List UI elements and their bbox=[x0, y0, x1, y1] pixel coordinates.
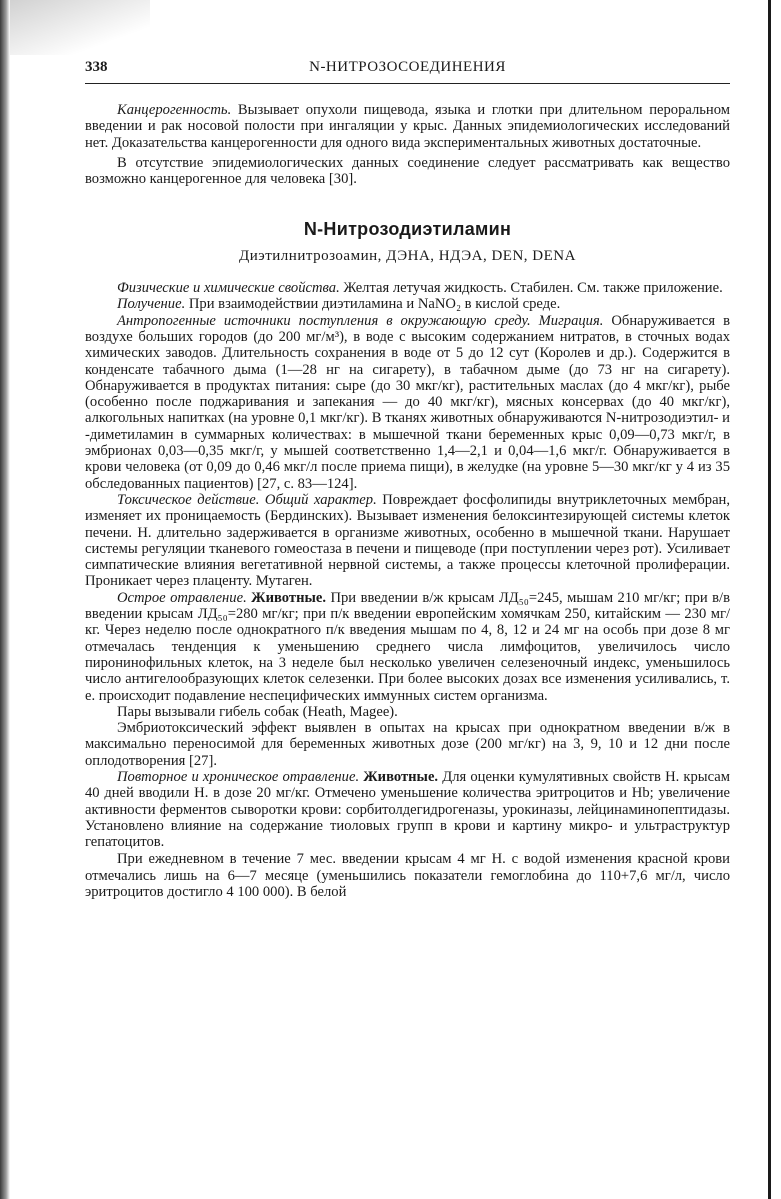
page-body bbox=[85, 102, 730, 900]
scan-edge-left bbox=[0, 0, 10, 1199]
sources-text: Обнаруживается в воздухе больших городов (до 200 мг/м³), в воде с высоким содержанием нитратов, в сточных водах химических заводов. Длительность сохранения в воде от 5 до 12 сут (Королев и др.). Содержится в конденсате табачного дыма (1—28 нг на сигарету), в табачном дыме (до 73 нг на сигарету). Обнаруживается в продуктах питания: сыре (до 30 мкг/кг), растительных маслах (до 4 мкг/кг), рыбе (особенно после поджаривания и запекания — до 40 мкг/кг), мясных консервах (до 40 мкг/кг), алкогольных напитках (на уровне 0,1 мкг/кг). В тканях животных обнаруживаются N-нитрозодиэтил- и -диметиламин в суммарных количествах: в мышечной ткани беременных крыс 0,09—0,73 мкг/г, в эмбрионах 0,03—0,35 мкг/г, у мышей соответственно 1,4—2,1 и 0,04—1,6 мкг/г. Обнаруживается в крови человека (от 0,09 до 0,46 мкг/л после приема пищи), в желудке (на уровне 5—30 мкг/кг у 4 из 35 обследованных пациентов) [27, с. 83—124]. bbox=[85, 312, 730, 492]
acute-animals-label: Животные. bbox=[246, 589, 326, 606]
section-title: N-Нитрозодиэтиламин bbox=[303, 219, 512, 240]
acute-paragraph bbox=[85, 590, 730, 704]
toxic-text: Повреждает фосфолипиды внутриклеточных мембран, изменяет их проницаемость (Бердинских). Вызывает изменения белоксинтезирующей системы клеток печени. Н. длительно задерживается в организме животных, особенно в мышечной ткани. Нарушает системы регуляции тканевого гомеостаза в печени и пищеводе (при поступлении через рот). Усиливает симпатические влияния вегетативной нервной системы, а также процессы клеточной пролиферации. Проникает через плаценту. Мутаген. bbox=[85, 491, 730, 590]
synonyms-line: Диэтилнитрозоамин, ДЭНА, НДЭА, DEN, DENA bbox=[239, 247, 576, 264]
carcinogenicity-lead: Канцерогенность. bbox=[117, 102, 232, 118]
production-paragraph bbox=[85, 296, 730, 312]
daily-paragraph: При ежедневном в течение 7 мес. введении крысам 4 мг Н. с водой изменения красной крови отмечались лишь на 6—7 месяце (уменьшились показатели гемоглобина до 110+7,6 мг/л, число эритроцитов достигло 4 100 000). В белой bbox=[85, 851, 730, 901]
production-text: При взаимодействии диэтиламина и NaNO₂ в кислой среде. bbox=[185, 296, 561, 313]
toxic-paragraph bbox=[85, 492, 730, 590]
chronic-text: Для оценки кумулятивных свойств Н. крысам 40 дней вводили Н. в дозе 20 мг/кг. Отмечено уменьшение количества эритроцитов и Hb; увеличение активности ферментов сыворотки крови: сорбитолдегидрогеназы, урокиназы, лейцинаминопептидазы. Установлено влияние на содержание тиоловых групп в крови и картину микро- и ультраструктур гепатоцитов. bbox=[85, 768, 730, 851]
toxic-lead: Токсическое действие. Общий характер. bbox=[117, 491, 377, 508]
scan-shadow bbox=[0, 0, 150, 55]
running-head: N-НИТРОЗОСОЕДИНЕНИЯ bbox=[309, 59, 506, 75]
conclusion-paragraph: В отсутствие эпидемиологических данных соединение следует рассматривать как вещество возможно канцерогенное для человека [30]. bbox=[85, 154, 730, 188]
book-page bbox=[85, 55, 730, 900]
chronic-paragraph bbox=[85, 769, 730, 850]
acute-lead: Острое отравление. bbox=[117, 589, 247, 606]
physical-paragraph bbox=[85, 280, 730, 296]
production-lead: Получение. bbox=[117, 296, 186, 313]
sources-paragraph bbox=[85, 313, 730, 492]
sources-lead: Антропогенные источники поступления в окружающую среду. Миграция. bbox=[117, 312, 604, 329]
page-number: 338 bbox=[85, 59, 108, 75]
vapors-paragraph: Пары вызывали гибель собак (Heath, Magee). bbox=[117, 703, 398, 720]
chronic-lead: Повторное и хроническое отравление. bbox=[117, 768, 360, 785]
physical-text: Желтая летучая жидкость. Стабилен. См. также приложение. bbox=[339, 280, 723, 297]
scan-edge-right bbox=[768, 0, 771, 1199]
acute-text: При введении в/ж крысам ЛД₅₀=245, мышам 210 мг/кг; при в/в введении крысам ЛД₅₀=280 мг/кг; при п/к введении европейским хомячкам 250, китайским — 230 мг/кг. Через неделю после однократного п/к введения мышам по 4, 8, 12 и 24 мг на особь при дозе 8 мг отмечалась тенденция к уменьшению среднего числа лимфоцитов, увеличилось число пиронинофильных клеток, на 3 неделе был несколько увеличен селезеночный индекс, уменьшилось число антигелообразующих клеток селезенки. При более высоких дозах все изменения усиливались, т. е. происходит подавление неспецифических иммунных систем организма. bbox=[85, 589, 730, 704]
physical-lead: Физические и химические свойства. bbox=[117, 280, 340, 297]
page-header bbox=[85, 55, 730, 84]
carcinogenicity-paragraph bbox=[85, 102, 730, 151]
chronic-animals-label: Животные. bbox=[359, 768, 439, 785]
carcinogenicity-text: Вызывает опухоли пищевода, языка и глотки при длительном пероральном введении и рак носовой полости при ингаляции у крыс. Данных эпидемиологических исследований нет. Доказательства канцерогенности для одного вида экспериментальных животных достаточные. bbox=[85, 102, 730, 151]
embryo-paragraph: Эмбриотоксический эффект выявлен в опытах на крысах при однократном введении в/ж в максимально переносимой для беременных животных дозе (200 мг/кг) на 3, 9, 10 и 12 дни после оплодотворения [27]. bbox=[85, 720, 730, 769]
